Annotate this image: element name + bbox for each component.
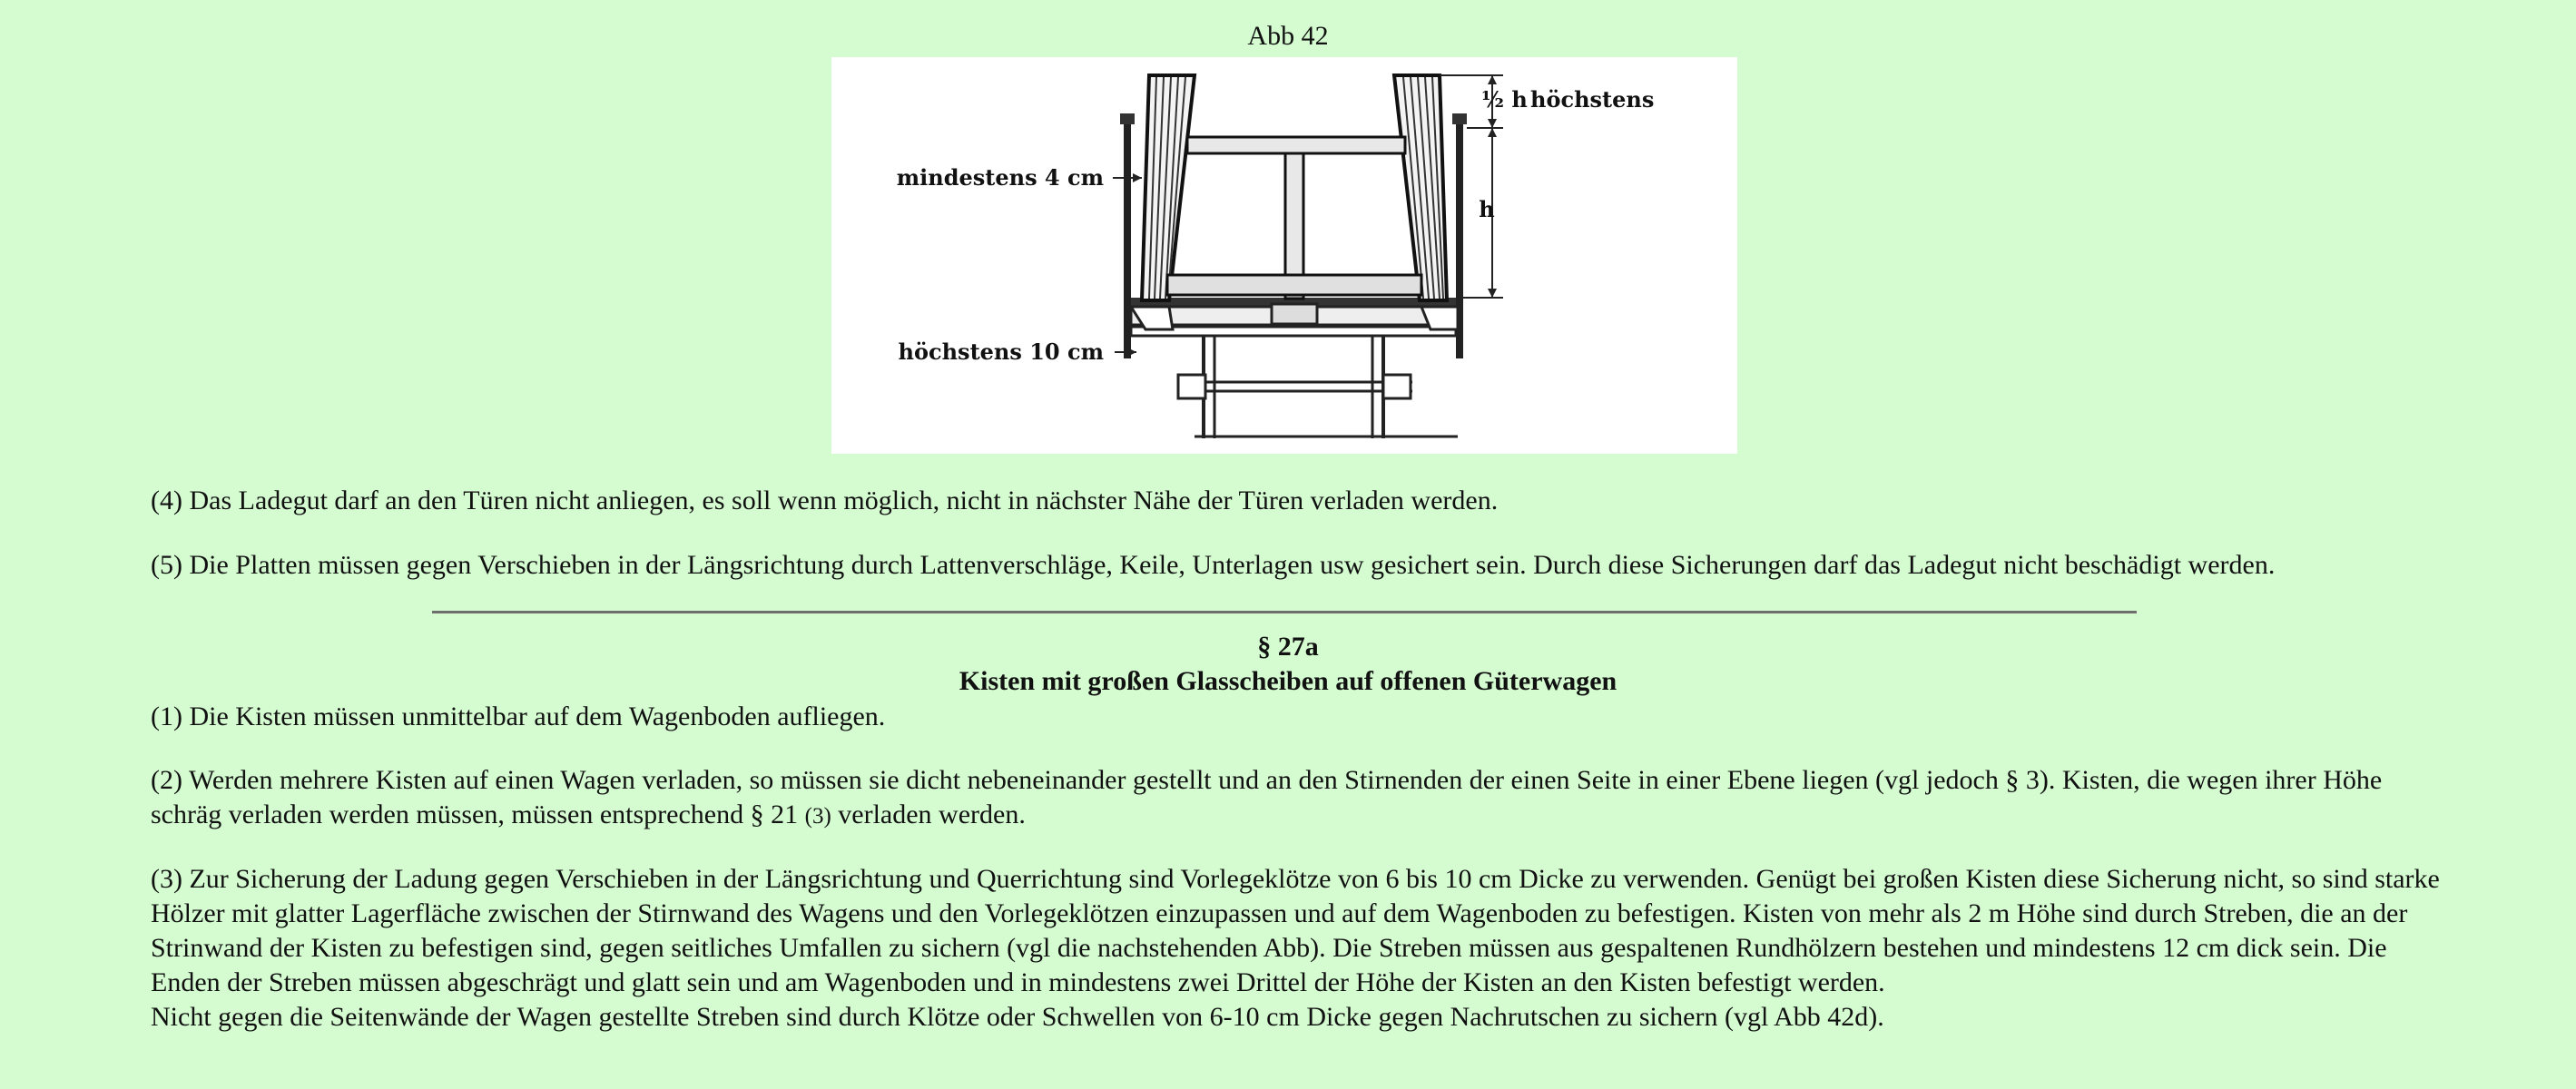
- right-glass-crate: [1394, 75, 1447, 300]
- label-min-4cm: mindestens 4 cm: [896, 164, 1104, 191]
- reference-3: (3): [804, 804, 831, 829]
- section-paragraph-2-text: (2) Werden mehrere Kisten auf einen Wagen verladen, so müssen sie dicht nebeneinander gestellt und an den Stirnenden der einen Seite in einer Ebene liegen (vgl jedoch § 3). Kisten, die wegen ihrer Höhe schräg verladen werden müssen, müssen entsprechend § 21: [151, 765, 2383, 829]
- label-half-h: ½ h: [1481, 86, 1528, 113]
- section-paragraph-3-text: (3) Zur Sicherung der Ladung gegen Verschieben in der Längsrichtung und Querrichtung sind Vorlegeklötze von 6 bis 10 cm Dicke zu verwenden. Genügt bei großen Kisten diese Sicherung nicht, so sind starke Hölzer mit glatter Lagerfläche zwischen der Stirnwand des Wagens und den Vorlegeklötzen einzupassen und auf dem Wagenboden zu befestigen. Kisten von mehr als 2 m Höhe sind durch Streben, die an der Strinwand der Kisten zu befestigen sind, gegen seitliches Umfallen zu sichern (vgl die nachstehenden Abb). Die Streben müssen aus gespaltenen Rundhölzern bestehen und mindestens 12 cm dick sein. Die Enden der Streben müssen abgeschrägt und glatt sein und am Wagenboden und in mindestens zwei Drittel der Höhe der Kisten an den Kisten befestigt werden.: [151, 864, 2440, 997]
- loading-diagram: [831, 57, 1737, 454]
- left-glass-crate: [1142, 75, 1195, 300]
- label-max-10cm: höchstens 10 cm: [898, 338, 1104, 365]
- section-paragraph-3: [151, 862, 2456, 1035]
- paragraph-4: (4) Das Ladegut darf an den Türen nicht anliegen, es soll wenn möglich, nicht in nächster Nähe der Türen verladen werden.: [151, 486, 1499, 515]
- top-strut: [1187, 137, 1405, 153]
- section-paragraph-1: (1) Die Kisten müssen unmittelbar auf dem Wagenboden aufliegen.: [151, 701, 886, 731]
- label-h: h: [1479, 196, 1495, 222]
- section-paragraph-2-end: verladen werden.: [838, 800, 1026, 829]
- section-title: Kisten mit großen Glasscheiben auf offenen Güterwagen: [959, 666, 1617, 696]
- section-number: § 27a: [1257, 632, 1319, 662]
- section-paragraph-3-tail: Nicht gegen die Seitenwände der Wagen gestellte Streben sind durch Klötze oder Schwellen von 6-10 cm Dicke gegen Nachrutschen zu sichern (vgl Abb 42d).: [151, 1002, 1884, 1032]
- section-paragraph-2: [151, 763, 2456, 834]
- figure-caption: Abb 42: [1247, 21, 1329, 51]
- paragraph-5: (5) Die Platten müssen gegen Verschieben in der Längsrichtung durch Lattenverschläge, Keile, Unterlagen usw gesichert sein. Durch diese Sicherungen darf das Ladegut nicht beschädigt werden.: [151, 550, 2276, 580]
- label-hoechstens: höchstens: [1530, 86, 1655, 113]
- section-divider: [432, 611, 2137, 613]
- bottom-strut: [1167, 275, 1421, 295]
